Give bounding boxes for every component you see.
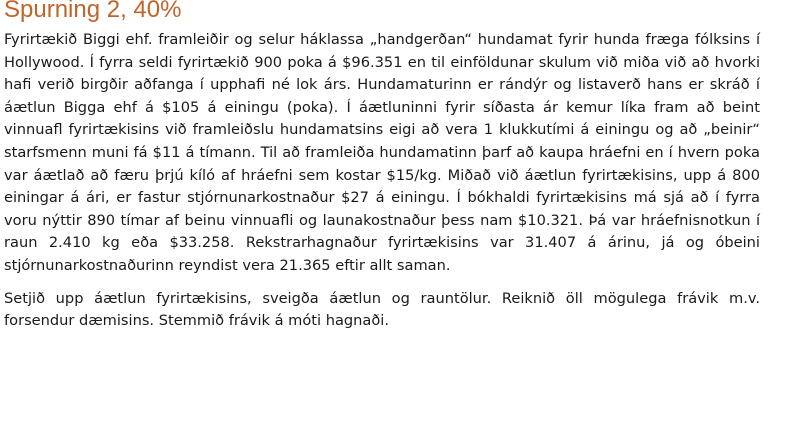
problem-paragraph: Fyrirtækið Biggi ehf. framleiðir og selur háklassa „handgerðan“ hundamat fyrir hunda fræga fólksins í Hollywood. Í fyrra seldi fyrirtækið 900 poka á $96.351 en til einföldunar skulum við miða við að hvorki hafi verið birgðir aðfanga í upphafi né lok árs. Hundamaturinn er rándýr og listaverð hans er skráð í áætlun Bigga ehf á $105 á einingu (poka). Í áætluninni fyrir síðasta ár kemur líka fram að beint vinnuafl fyrirtækisins við framleiðslu hundamatsins eigi að vera 1 klukkutími á einingu og að „beinir“ starfsmenn muni fá $11 á tímann. Til að framleiða hundamatinn þarf að kaupa hráefni en í hvern poka var áætlað að færu þrjú kíló af hráefni sem kostar $15/kg. Miðað við áætlun fyrirtækisins, upp á 800 einingar á ári, er fastur stjórnunarkostnaður $27 á einingu. Í bókhaldi fyrirtækisins má sjá að í fyrra voru nýttir 890 tímar af beinu vinnuafli og launakostnaður þess nam $10.321. Þá var hráefnisnotkun í raun 2.410 kg eða $33.258. Rekstrarhagnaður fyrirtækisins var 31.407 á árinu, já og óbeini stjórnunarkostnaðurinn reyndist vera 21.365 eftir allt saman. xyxy=(4,31,760,274)
question-heading: Spurning 2, 40% xyxy=(4,0,182,23)
task-paragraph: Setjið upp áætlun fyrirtækisins, sveigða áætlun og rauntölur. Reiknið öll mögulega frávik m.v. forsendur dæmisins. Stemmið frávik á móti hagnaði. xyxy=(4,289,760,330)
document-page xyxy=(4,0,760,333)
